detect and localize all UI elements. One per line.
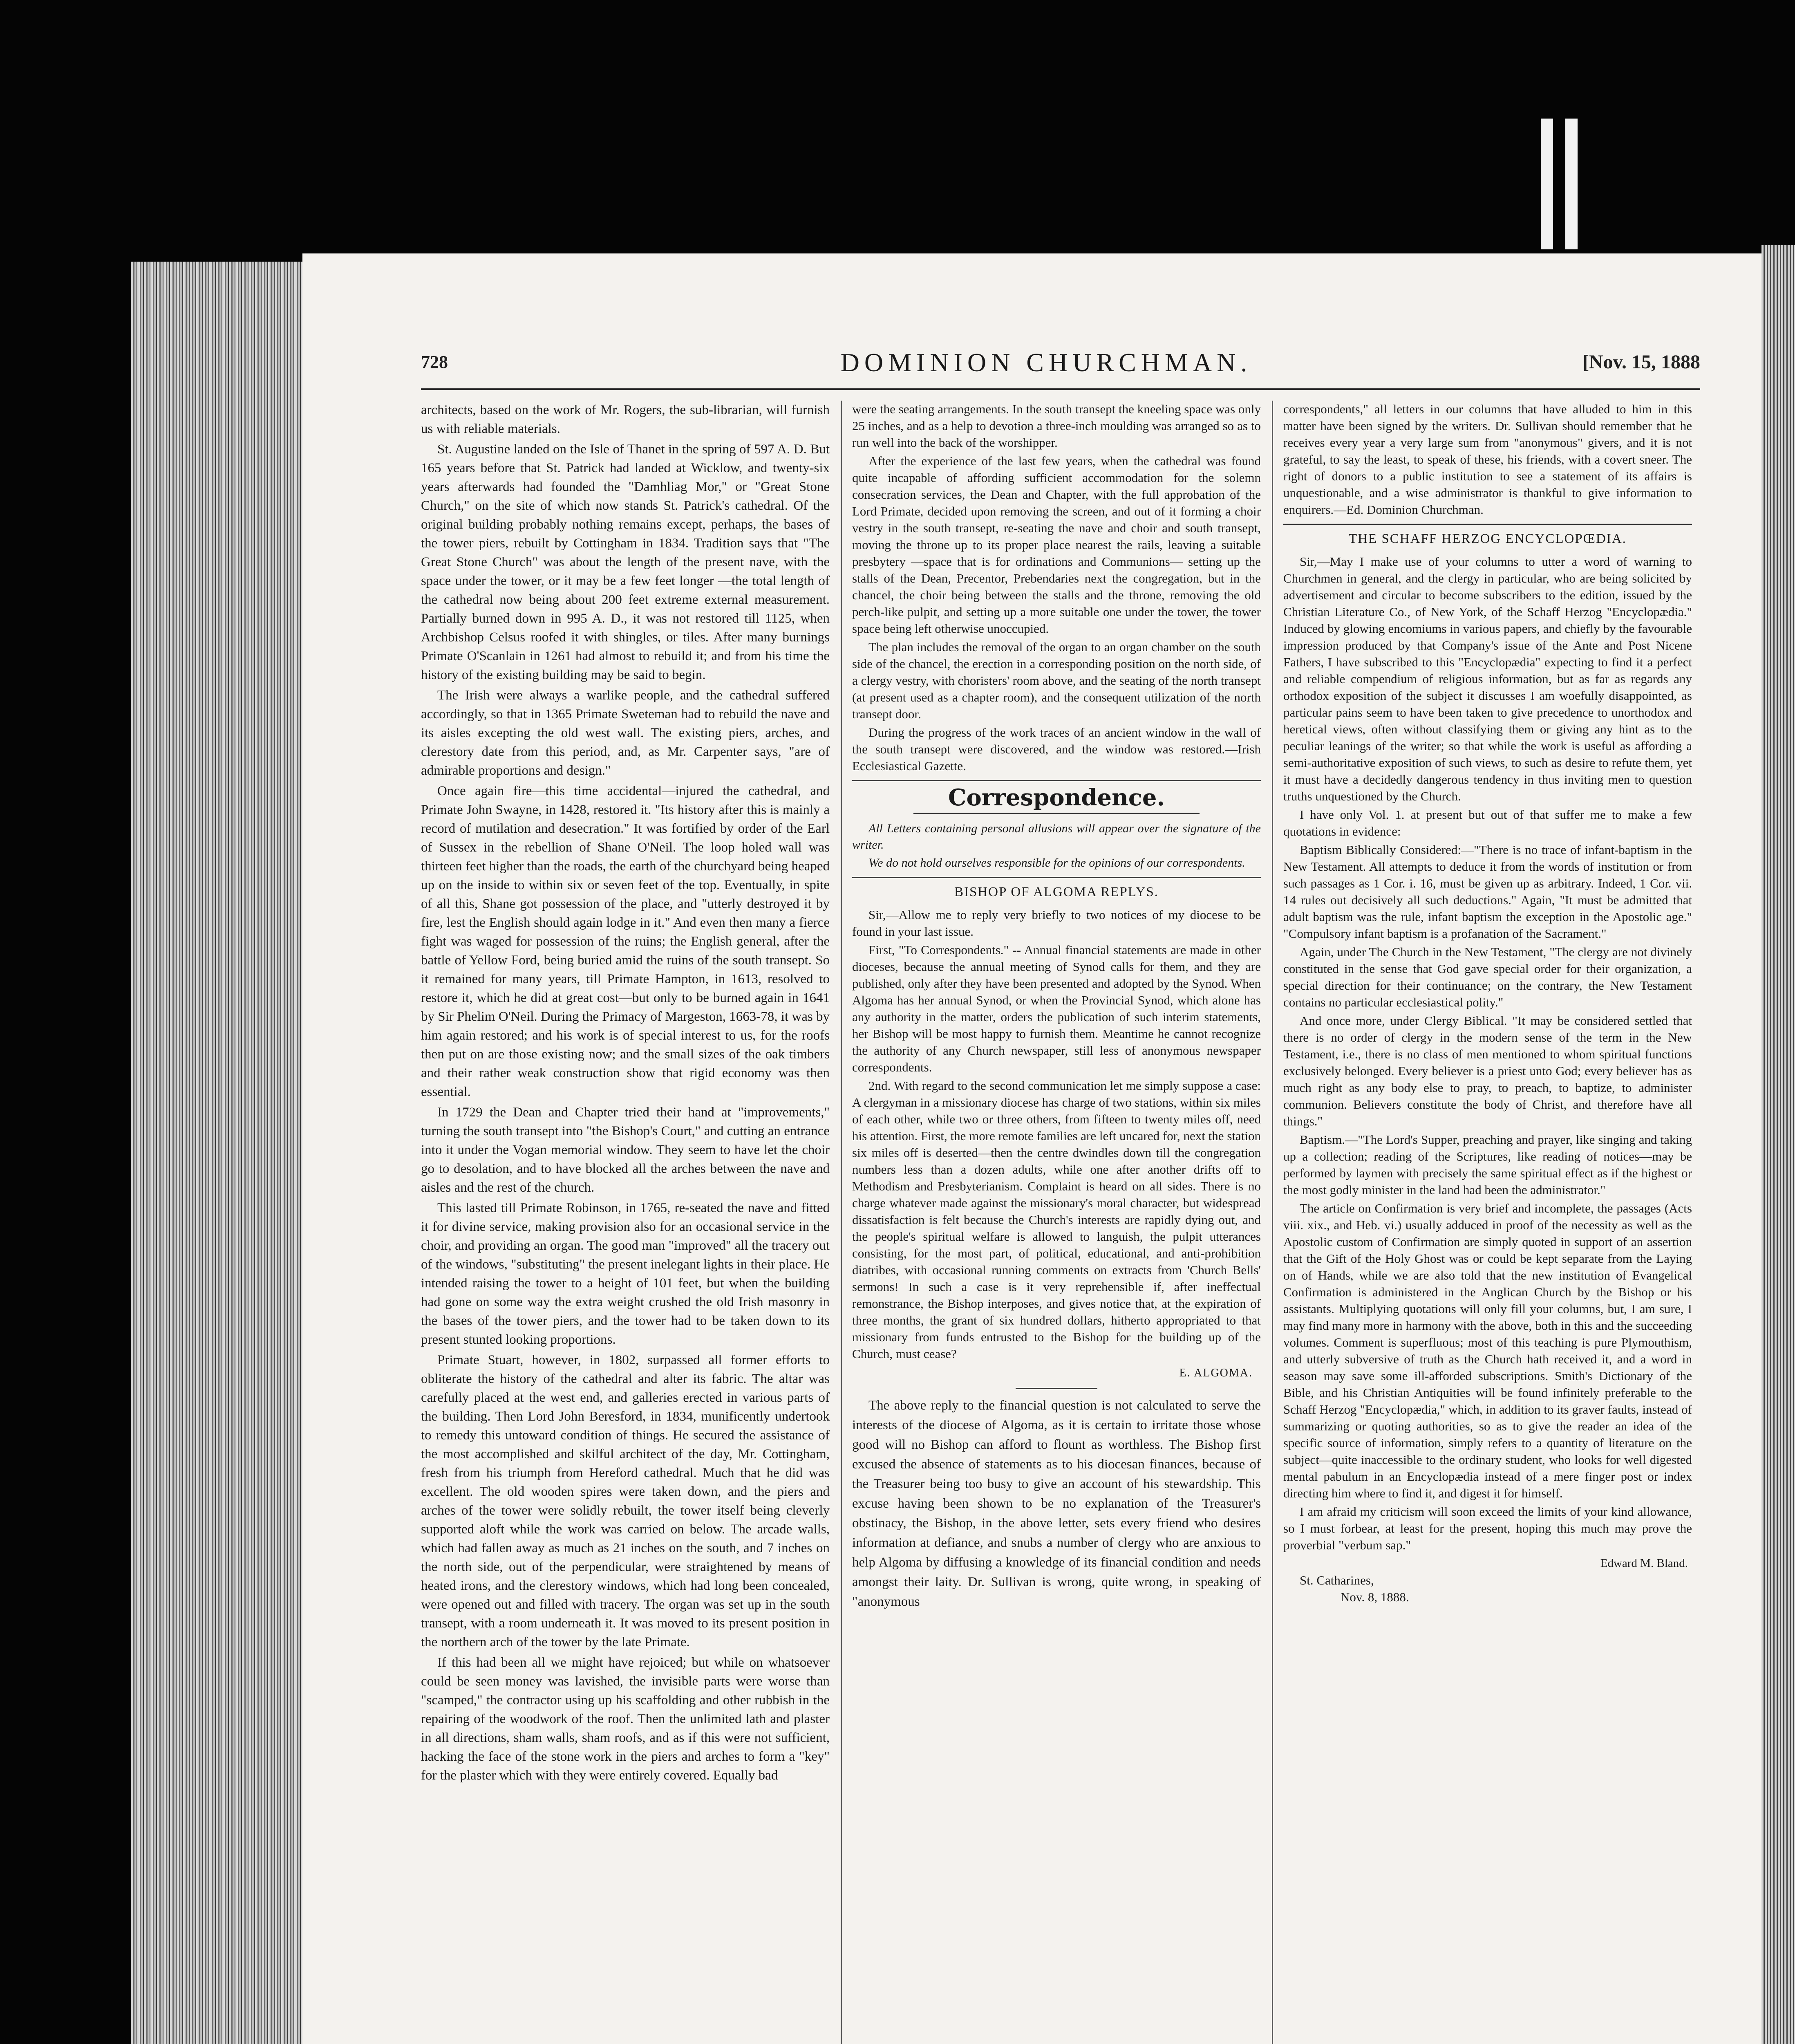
letter-paragraph: Sir,—Allow me to reply very briefly to two notices of my diocese to be found in your last issue. (852, 908, 1261, 939)
letter-headline: BISHOP OF ALGOMA REPLYS. (954, 885, 1159, 899)
page-content (421, 347, 1700, 2044)
article-paragraph: This lasted till Primate Robinson, in 1765, re-seated the nave and fitted it for divine service, making provision also for an occasional service in the choir, and providing an organ. The good man "improved" all the tracery out of the windows, "substituting" the present inelegant lights in their place. He intended raising the tower to a height of 101 feet, but when the building had gone on some way the extra weight crushed the old Irish masonry in the bases of the tower piers, and the tower had to be taken down to its present stunted looking proportions. (421, 1201, 830, 1347)
notice-rule (852, 877, 1261, 878)
film-target-mark-top-2 (1565, 119, 1578, 249)
article-paragraph: Primate Stuart, however, in 1802, surpassed all former efforts to obliterate the history of the cathedral and alter its fabric. The altar was carefully placed at the west end, and galleries erected in various parts of the building. Then Lord John Beresford, in 1834, munificently undertook to remedy this untoward condition of things. He secured the assistance of the most accomplished and skilful architect of the day, Mr. Cottingham, fresh from his triumph from Hereford cathedral. Much that he did was excellent. The old wooden spires were taken down, and the piers and arches of the tower were solidly rebuilt, the tower itself being cleverly supported aloft while the work was carried on below. The arcade walls, which had fallen away as much as 21 inches on the south, and 7 inches on the north side, out of the perpendicular, were straightened by means of heated irons, and the clerestory windows, which had long been concealed, were opened out and filled with tracery. The organ was set up in the south transept, with a room underneath it. It was moved to its present position in the northern arch of the tower by the late Primate. (421, 1353, 830, 1650)
column-divider-1 (841, 401, 842, 2044)
letter-end-rule (1016, 1388, 1097, 1389)
article-paragraph: During the progress of the work traces of an ancient window in the wall of the south transept were discovered, and the window was restored.—Irish Ecclesiastical Gazette. (852, 725, 1261, 773)
article-paragraph: St. Augustine landed on the Isle of Thanet in the spring of 597 A. D. But 165 years before that St. Patrick had landed at Wicklow, and twenty-six years afterwards had founded the "Damhliag Mor," or "Great Stone Church," on the site of which now stands St. Patrick's cathedral. Of the original building probably nothing remains except, perhaps, the bases of the tower piers, rebuilt by Cottingham in 1834. Tradition says that "The Great Stone Church" was about the length of the present nave, with the space under the tower, or it may be a few feet longer —the total length of the cathedral now being about 200 feet extreme external measurement. Partially burned down in 995 A. D., it was not restored till 1125, when Archbishop Celsus roofed it with shingles, or tiles. After many burnings Primate O'Scanlain in 1261 had almost to rebuild it; and from his time the history of the existing building may be said to begin. (421, 442, 830, 682)
article-paragraph: The plan includes the removal of the organ to an organ chamber on the south side of the chancel, the erection in a corresponding position on the north side, of a clergy vestry, with choristers' room above, and the seating of the north transept (at present used as a chapter room), and the consequent utilization of the north transept door. (852, 640, 1261, 721)
letter-place: St. Catharines, (1300, 1573, 1374, 1587)
letter-headline: THE SCHAFF HERZOG ENCYCLOPŒDIA. (1349, 531, 1627, 546)
letter-paragraph: Baptism Biblically Considered:—"There is no trace of infant-baptism in the New Testament. All attempts to deduce it from the words of institution or from such passages as 1 Cor. i. 16, must be given up as arbitrary. Indeed, 1 Cor. vii. 14 rules out decisively all such deductions." Again, "It must be admitted that adult baptism was the rule, infant baptism the exception in the Apostolic age." "Compulsory infant baptism is a profanation of the Sacrament." (1283, 843, 1692, 941)
correspondence-heading: Correspondence. (948, 784, 1165, 811)
letter-signature: E. ALGOMA. (1179, 1367, 1253, 1379)
letter-paragraph: Again, under The Church in the New Testament, "The clergy are not divinely constituted in the sense that God gave special order for their organization, a special direction for their continuance; on the contrary, the New Testament contains no particular ecclesiastical polity." (1283, 945, 1692, 1009)
article-paragraph: In 1729 the Dean and Chapter tried their hand at "improvements," turning the south transept into "the Bishop's Court," and cutting an entrance into it under the Vogan memorial window. They seem to have let the choir go to desolation, and to have blocked all the arches between the nave and aisles and the rest of the church. (421, 1105, 830, 1195)
book-page-edges-left (131, 262, 302, 2044)
letter-date: Nov. 8, 1888. (1341, 1590, 1409, 1604)
column-2 (852, 401, 1261, 2044)
section-rule (852, 780, 1261, 781)
letter-paragraph: 2nd. With regard to the second communication let me simply suppose a case: A clergyman in a missionary diocese has charge of two stations, within six miles of each other, while two or three others, from fifteen to twenty miles off, need his attention. First, the more remote families are left uncared for, next the station six miles off is deserted—then the centre dwindles down till the congregation numbers less than a dozen adults, while one after another drifts off to Methodism and Presbyterianism. Complaint is heard on all sides. There is no charge whatever made against the missionary's moral character, but widespread dissatisfaction is felt because the Church's interests are rapidly dying out, and the people's spiritual welfare is allowed to languish, the pulpit utterances consisting, for the most part, of political, educational, and anti-prohibition diatribes, with occasional running comments on extracts from 'Church Bells' sermons! In such a case is it very reprehensible if, after ineffectual remonstrance, the Bishop interposes, and gives notice that, at the expiration of three months, the grant of six hundred dollars, hitherto appropriated to that missionary from funds entrusted to the Bishop for the building up of the Church, must cease? (852, 1078, 1261, 1361)
editorial-notice: We do not hold ourselves responsible for the opinions of our correspondents. (868, 856, 1245, 870)
editorial-paragraph: correspondents," all letters in our columns that have alluded to him in this matter have been signed by the writers. Dr. Sullivan should remember that he receives every year a very large sum from "anonymous" givers, and it is not grateful, to say the least, to speak of these, his friends, with a covert sneer. The right of donors to a public institution to see a statement of its affairs is unquestionable, and a wise administrator is thankful to give information to enquirers.—Ed. Dominion Churchman. (1283, 402, 1692, 517)
letter-paragraph: I am afraid my criticism will soon exceed the limits of your kind allowance, so I must forbear, at least for the present, hoping this much may prove the proverbial "verbum sap." (1283, 1504, 1692, 1552)
article-paragraph: were the seating arrangements. In the south transept the kneeling space was only 25 inches, and as a help to devotion a three-inch moulding was arranged so as to run well into the back of the worshipper. (852, 402, 1261, 450)
column-1 (421, 401, 830, 2044)
book-page-edges-right (1761, 245, 1795, 2044)
letter-paragraph: First, "To Correspondents." -- Annual financial statements are made in other dioceses, because the annual meeting of Synod calls for them, and they are published, only after they have been presented and adopted by the Synod. When Algoma has her annual Synod, or when the Provincial Synod, which alone has any authority in the matter, orders the publication of such interim statements, her Bishop will be most happy to furnish them. Meantime he cannot recognize the authority of any Church newspaper, still less of anonymous newspaper correspondents. (852, 943, 1261, 1074)
article-paragraph: Once again fire—this time accidental—injured the cathedral, and Primate John Swayne, in 1428, restored it. "Its history after this is mainly a record of mutilation and desecration." It was fortified by order of the Earl of Sussex in the rebellion of Shane O'Neil. The loop holed wall was thirteen feet higher than the roads, the earth of the churchyard being heaped up on the inside to within six or seven feet of the top. Eventually, in spite of all this, Shane got possession of the place, and "utterly destroyed it by fire, lest the English should again lodge in it." And even then many a fierce fight was waged for possession of the ruins; the English general, after the battle of Yellow Ford, being buried amid the ruins of the south transept. So it remained for many years, till Primate Hampton, in 1613, resolved to restore it, which he did at great cost—but only to be burned again in 1641 by Sir Phelim O'Neil. During the Primacy of Margeston, 1663-78, it was by him again restored; and his work is of special interest to us, for the roofs then put on are those existing now; and the small sizes of the oak timbers and their rather weak construction show that rigid economy was then essential. (421, 784, 830, 1099)
article-paragraph: After the experience of the last few years, when the cathedral was found quite incapable of affording sufficient accommodation for the solemn consecration services, the Dean and Chapter, with the full approbation of the Lord Primate, decided upon removing the screen, and out of it forming a choir vestry in the south transept, re-seating the nave and choir and south transept, moving the throne up to its proper place nearest the rails, leaving a suitable presbytery —space that is for ordinations and Communions— setting up the stalls of the Dean, Precentor, Prebendaries next the congregation, but in the chancel, the choir being between the stalls and the throne, removing the old perch-like pulpit, and setting up a more suitable one under the tower, the tower space being left otherwise unoccupied. (852, 454, 1261, 636)
running-head (421, 347, 1700, 380)
issue-date: [Nov. 15, 1888 (1582, 351, 1700, 373)
letter-paragraph: The article on Confirmation is very brief and incomplete, the passages (Acts viii. xix., and Heb. vi.) usually adduced in proof of the necessity as well as the Apostolic custom of Confirmation are simply quoted in support of an assertion that the Gift of the Holy Ghost was or could be kept separate from the Laying on of Hands, while we are also told that the new institution of Evangelical Confirmation is administered in the Anglican Church by the Bishop or his assistants. Multiplying quotations will only fill your columns, but, I am sure, I may find many more in harmony with the above, both in this and the succeeding volumes. Comment is superfluous; most of this teaching is pure Plymouthism, and utterly subversive of truth as the Church hath received it, and a word in season may save some ill-afforded subscriptions. Smith's Dictionary of the Bible, and his Christian Antiquities will be found infinitely preferable to the Schaff Herzog "Encyclopædia," which, in addition to its graver faults, instead of summarizing or quoting authorities, so as to give the reader an idea of the specific source of information, simply refers to a quantity of literature on the subject—quite inaccessible to the ordinary student, who looks for well digested mental pabulum in an Encyclopædia instead of a mere finger post or index directing him where to find it, and digest it for himself. (1283, 1201, 1692, 1500)
article-paragraph: If this had been all we might have rejoiced; but while on whatsoever could be seen money was lavished, the invisible parts were worse than "scamped," the contractor using up his scaffolding and other rubbish in the repairing of the woodwork of the roof. Then the unlimited lath and plaster in all directions, sham walls, sham roofs, and as if this were not sufficient, hacking the face of the stone work in the piers and arches to form a "key" for the plaster which with they were entirely covered. Equally bad (421, 1655, 830, 1783)
letter-paragraph: And once more, under Clergy Biblical. "It may be considered settled that there is no order of clergy in the modern sense of the term in the New Testament, i.e., there is no class of men mentioned to whom spiritual functions exclusively belonged. Every believer is a priest unto God; every believer has as much right as any body else to pray, to preach, to baptize, to administer communion. Believers constitute the body of Christ, and therefore have all things." (1283, 1013, 1692, 1128)
letter-paragraph: Baptism.—"The Lord's Supper, preaching and prayer, like singing and taking up a collection; reading of the Scriptures, like reading of notices—may be performed by laymen with precisely the same spiritual effect as if the highest or the most godly minister in the land had been the administrator." (1283, 1132, 1692, 1197)
heading-rule (913, 813, 1200, 814)
column-3 (1283, 401, 1692, 2044)
section-rule (1283, 524, 1692, 525)
page-number: 728 (421, 352, 448, 372)
letter-paragraph: Sir,—May I make use of your columns to utter a word of warning to Churchmen in general, and the clergy in particular, who are being solicited by advertisement and circular to become subscribers to the edition, issued by the Christian Literature Co., of New York, of the Schaff Herzog "Encyclopædia." Induced by glowing encomiums in various papers, and chiefly by the favourable impression produced by that Company's issue of the Ante and Post Nicene Fathers, I have subscribed to this "Encyclopædia" expecting to find it a perfect and reliable compendium of religious information, but as far as regards any orthodox exposition of the subject it discusses I am woefully disappointed, as particular pains seem to have been taken to give precedence to unorthodox and heretical views, often without classifying them or giving any hint as to the peculiar leanings of the writer; so that while the work is useful as affording a semi-authoritative exposition of such views, to such as desire to refute them, yet it must have a decidedly dangerous tendency in thus inviting men to question truths unquestioned by the Church. (1283, 554, 1692, 803)
editorial-notice: All Letters containing personal allusions will appear over the signature of the writer. (852, 822, 1261, 852)
letter-signature: Edward M. Bland. (1600, 1557, 1688, 1570)
letter-paragraph: I have only Vol. 1. at present but out of that suffer me to make a few quotations in evidence: (1283, 807, 1692, 838)
editorial-paragraph: The above reply to the financial question is not calculated to serve the interests of the diocese of Algoma, as it is certain to irritate those whose good will no Bishop can afford to flount as worthless. The Bishop first excused the absence of statements as to his diocesan finances, because of the Treasurer being too busy to give an account of his stewardship. This excuse having been shown to be no explanation of the Treasurer's obstinacy, the Bishop, in the above letter, sets every friend who desires information at defiance, and snubs a number of clergy who are anxious to help Algoma by diffusing a knowledge of its financial condition and needs amongst their laity. Dr. Sullivan is wrong, quite wrong, in speaking of "anonymous (852, 1398, 1261, 1609)
header-rule (421, 388, 1700, 390)
film-target-mark-top-1 (1541, 119, 1553, 249)
article-paragraph: architects, based on the work of Mr. Rogers, the sub-librarian, will furnish us with reliable materials. (421, 403, 830, 436)
column-divider-2 (1272, 401, 1273, 2044)
newspaper-page (302, 253, 1761, 2044)
article-paragraph: The Irish were always a warlike people, and the cathedral suffered accordingly, so that in 1365 Primate Sweteman had to rebuild the nave and its aisles excepting the old west wall. The existing piers, arches, and clerestory date from this period, and, as Mr. Carpenter says, "are of admirable proportions and design." (421, 688, 830, 778)
masthead-title: DOMINION CHURCHMAN. (840, 348, 1252, 377)
